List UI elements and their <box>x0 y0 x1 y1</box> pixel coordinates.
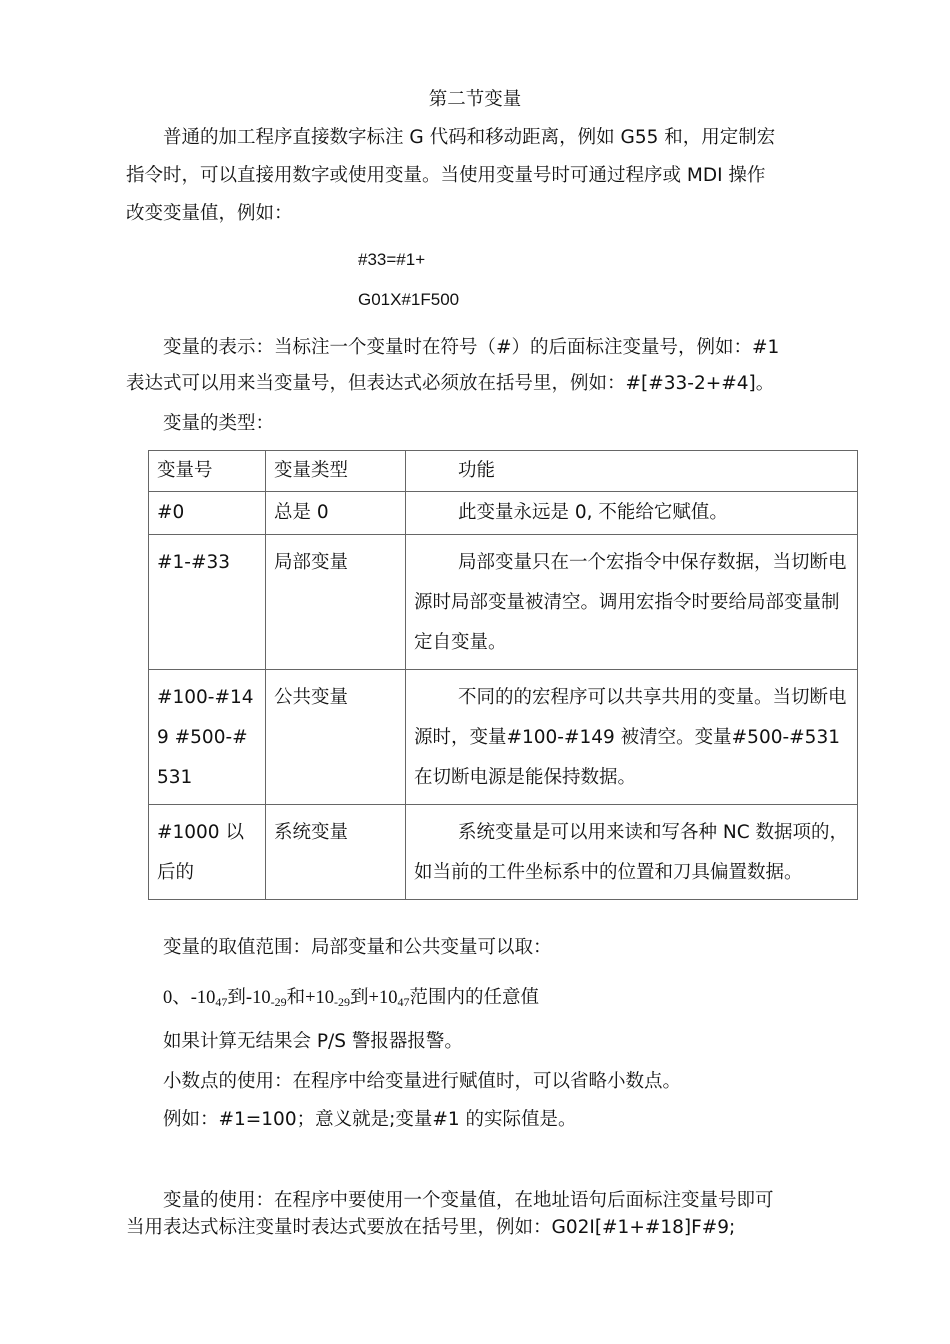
table-header-row <box>149 451 858 492</box>
cell-var-number: #100-#149 #500-#531 <box>149 670 266 805</box>
table-row <box>149 805 858 900</box>
range-part-3: 和+10 <box>286 988 335 1008</box>
cell-function: 此变量永远是 0, 不能给它赋值。 <box>406 492 858 535</box>
variable-types-table <box>148 450 858 900</box>
range-heading: 变量的取值范围：局部变量和公共变量可以取： <box>163 937 552 958</box>
range-exp-1: 47 <box>215 995 228 1009</box>
table-row <box>149 492 858 535</box>
types-heading: 变量的类型： <box>163 413 275 434</box>
range-values <box>163 986 539 1010</box>
cell-function-text: 局部变量只在一个宏指令中保存数据，当切断电源时局部变量被清空。调用宏指令时要给局部变量制定自变量。 <box>414 552 847 653</box>
table-row <box>149 670 858 805</box>
table-row <box>149 535 858 670</box>
cell-function-text: 系统变量是可以用来读和写各种 NC 数据项的，如当前的工件坐标系中的位置和刀具偏置数据。 <box>414 822 849 883</box>
cell-var-type: 总是 0 <box>266 492 406 535</box>
para1-line1: 普通的加工程序直接数字标注 G 代码和移动距离，例如 G55 和，用定制宏 <box>163 127 776 148</box>
range-part-4: 到+10 <box>350 988 398 1008</box>
range-part-5: 范围内的任意值 <box>409 988 539 1008</box>
usage-line1: 变量的使用：在程序中要使用一个变量值，在地址语句后面标注变量号即可 <box>163 1190 774 1211</box>
para1-line3: 改变变量值，例如： <box>126 203 293 224</box>
example-text: 例如：#1=100；意义就是;变量#1 的实际值是。 <box>163 1109 577 1130</box>
alarm-text: 如果计算无结果会 P/S 警报器报警。 <box>163 1031 463 1052</box>
header-function: 功能 <box>406 451 858 492</box>
cell-var-number: #1000 以后的 <box>149 805 266 900</box>
usage-line2: 当用表达式标注变量时表达式要放在括号里，例如：G02I[#1+#18]F#9; <box>126 1217 736 1238</box>
decimal-text: 小数点的使用：在程序中给变量进行赋值时，可以省略小数点。 <box>163 1071 682 1092</box>
range-part-2: 到-10 <box>227 988 271 1008</box>
header-var-type: 变量类型 <box>266 451 406 492</box>
para2-line2: 表达式可以用来当变量号，但表达式必须放在括号里，例如：#[#33-2+#4]。 <box>126 373 775 394</box>
cell-function <box>406 670 858 805</box>
header-var-number: 变量号 <box>149 451 266 492</box>
range-exp-2: -29 <box>270 995 287 1009</box>
cell-function <box>406 535 858 670</box>
code-line-1: #33=#1+ <box>358 250 426 269</box>
cell-var-type: 系统变量 <box>266 805 406 900</box>
cell-var-number: #1-#33 <box>149 535 266 670</box>
cell-var-type: 公共变量 <box>266 670 406 805</box>
range-exp-3: -29 <box>334 995 351 1009</box>
para1-line2: 指令时，可以直接用数字或使用变量。当使用变量号时可通过程序或 MDI 操作 <box>126 165 766 186</box>
cell-var-type: 局部变量 <box>266 535 406 670</box>
cell-function <box>406 805 858 900</box>
code-line-2: G01X#1F500 <box>358 290 460 309</box>
cell-var-number: #0 <box>149 492 266 535</box>
range-exp-4: 47 <box>397 995 410 1009</box>
range-part-1: 0、-10 <box>163 988 216 1008</box>
cell-function-text: 不同的的宏程序可以共享共用的变量。当切断电源时，变量#100-#149 被清空。变量#500-#531 在切断电源是能保持数据。 <box>414 687 847 788</box>
section-title: 第二节变量 <box>428 89 522 110</box>
para2-line1: 变量的表示：当标注一个变量时在符号（#）的后面标注变量号，例如：#1 <box>163 337 780 358</box>
